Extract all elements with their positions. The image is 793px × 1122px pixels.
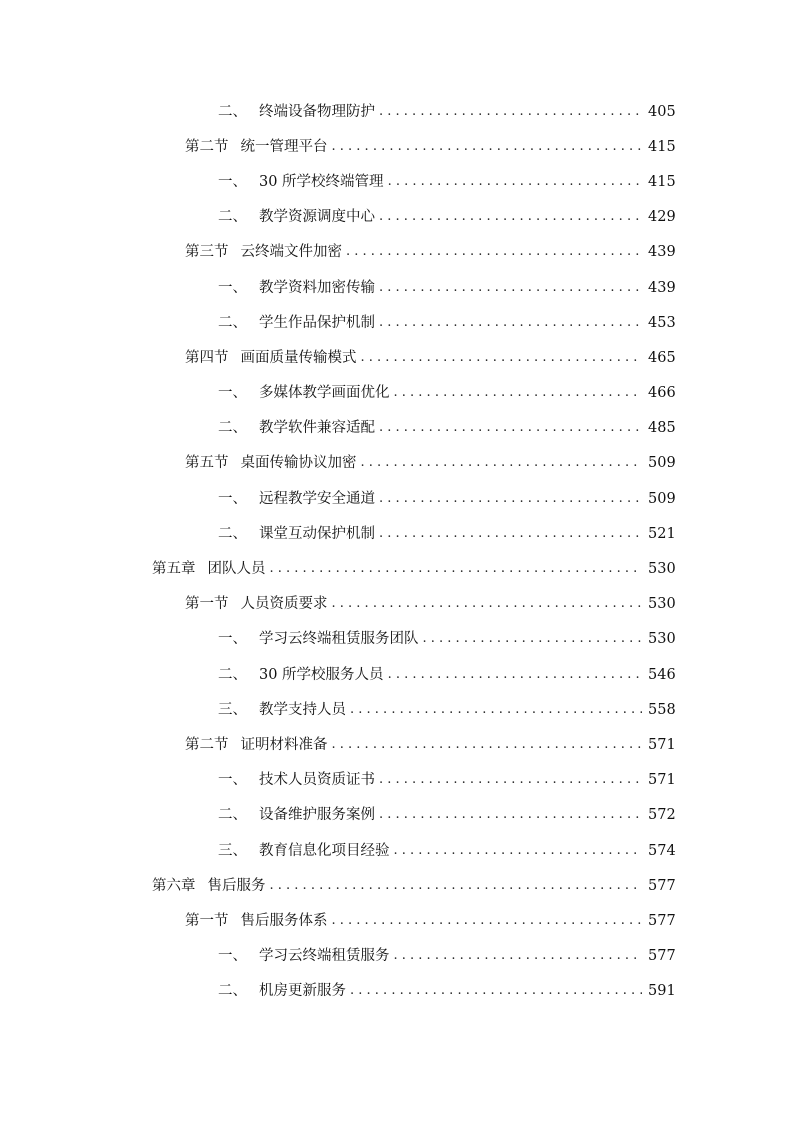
toc-entry-title: 画面质量传输模式 [240, 349, 357, 366]
toc-entry-title: 教学资料加密传输 [259, 279, 375, 296]
toc-entry-number: 二、 [218, 525, 247, 542]
toc-entry[interactable] [0, 622, 793, 657]
toc-entry-number: 第六章 [152, 877, 196, 894]
toc-entry-label [185, 736, 328, 754]
toc-entry-title: 人员资质要求 [240, 596, 328, 613]
toc-entry-number: 第一节 [185, 912, 229, 929]
toc-entry-number: 第一节 [185, 596, 229, 613]
toc-entry-number: 第五章 [152, 561, 196, 578]
dot-leader [379, 525, 642, 543]
toc-entry-title: 团队人员 [207, 561, 266, 578]
toc-entry[interactable] [0, 129, 793, 164]
toc-entry-label [218, 666, 384, 684]
toc-entry-number: 一、 [218, 631, 247, 648]
toc-entry[interactable] [0, 833, 793, 868]
toc-entry-label [152, 560, 266, 578]
toc-entry[interactable] [0, 939, 793, 974]
toc-entry-number: 二、 [218, 103, 247, 120]
toc-entry-title: 课堂互动保护机制 [259, 525, 375, 542]
toc-entry-label [218, 490, 375, 508]
toc-entry-title: 教学软件兼容适配 [259, 420, 375, 437]
toc-entry-page-number: 571 [648, 736, 676, 753]
toc-entry-label [185, 138, 328, 156]
toc-entry-page-number: 577 [648, 948, 676, 965]
toc-entry-title: 学习云终端租赁服务 [259, 948, 390, 965]
dot-leader [350, 701, 642, 719]
toc-entry-title: 终端设备物理防护 [259, 103, 375, 120]
toc-entry-number: 第五节 [185, 455, 229, 472]
toc-entry-label [218, 419, 375, 437]
dot-leader [270, 877, 643, 895]
toc-entry[interactable] [0, 164, 793, 199]
toc-entry[interactable] [0, 235, 793, 270]
toc-entry-label [218, 208, 375, 226]
dot-leader [388, 173, 642, 191]
toc-entry-label [218, 630, 419, 648]
toc-entry[interactable] [0, 798, 793, 833]
toc-entry-number: 第四节 [185, 349, 229, 366]
toc-entry-page-number: 530 [648, 561, 676, 578]
toc-entry[interactable] [0, 657, 793, 692]
toc-entry-number: 三、 [218, 701, 247, 718]
toc-entry-page-number: 572 [648, 807, 676, 824]
toc-entry-title: 教学支持人员 [259, 701, 346, 718]
toc-entry-title: 多媒体教学画面优化 [259, 385, 390, 402]
toc-entry-label [218, 842, 390, 860]
toc-entry[interactable] [0, 340, 793, 375]
toc-entry-label [218, 173, 384, 191]
toc-entry-title: 30 所学校服务人员 [259, 666, 384, 683]
toc-entry-number: 二、 [218, 666, 247, 683]
toc-entry-title: 远程教学安全通道 [259, 490, 375, 507]
toc-entry-page-number: 571 [648, 772, 676, 789]
toc-entry-title: 桌面传输协议加密 [240, 455, 357, 472]
toc-entry-number: 第二节 [185, 138, 229, 155]
toc-entry-label [218, 771, 375, 789]
toc-entry-page-number: 415 [648, 173, 676, 190]
dot-leader [332, 736, 643, 754]
toc-entry-title: 学生作品保护机制 [259, 314, 375, 331]
dot-leader [388, 666, 642, 684]
toc-entry-page-number: 453 [648, 314, 676, 331]
toc-entry[interactable] [0, 516, 793, 551]
dot-leader [361, 454, 643, 472]
toc-entry-page-number: 439 [648, 279, 676, 296]
toc-entry[interactable] [0, 692, 793, 727]
dot-leader [379, 279, 642, 297]
toc-entry-page-number: 577 [648, 912, 676, 929]
toc-entry-page-number: 415 [648, 138, 676, 155]
toc-entry[interactable] [0, 763, 793, 798]
dot-leader [394, 384, 643, 402]
dot-leader [346, 243, 642, 261]
toc-entry[interactable] [0, 376, 793, 411]
toc-entry-label [152, 877, 266, 895]
toc-entry[interactable] [0, 200, 793, 235]
toc-entry-label [218, 314, 375, 332]
toc-entry-label [218, 982, 346, 1000]
toc-entry-label [218, 384, 390, 402]
dot-leader [332, 595, 643, 613]
toc-entry-title: 机房更新服务 [259, 983, 346, 1000]
toc-entry-page-number: 485 [648, 420, 676, 437]
toc-entry-label [185, 349, 357, 367]
toc-entry-label [185, 454, 357, 472]
toc-entry[interactable] [0, 305, 793, 340]
dot-leader [361, 349, 643, 367]
toc-entry-title: 技术人员资质证书 [259, 772, 375, 789]
dot-leader [332, 912, 643, 930]
toc-entry-number: 一、 [218, 173, 247, 190]
toc-entry-label [185, 243, 342, 261]
toc-entry[interactable] [0, 270, 793, 305]
toc-entry[interactable] [0, 551, 793, 586]
dot-leader [332, 138, 643, 156]
dot-leader [350, 982, 642, 1000]
toc-entry-page-number: 509 [648, 490, 676, 507]
toc-entry-label [218, 103, 375, 121]
toc-entry[interactable] [0, 903, 793, 938]
toc-entry-number: 二、 [218, 983, 247, 1000]
toc-entry-page-number: 546 [648, 666, 676, 683]
dot-leader [379, 314, 642, 332]
dot-leader [379, 208, 642, 226]
dot-leader [379, 806, 642, 824]
toc-entry-title: 售后服务体系 [240, 912, 328, 929]
table-of-contents [0, 94, 793, 1009]
toc-entry-label [218, 701, 346, 719]
dot-leader [423, 630, 643, 648]
toc-entry-page-number: 577 [648, 877, 676, 894]
toc-entry-page-number: 405 [648, 103, 676, 120]
dot-leader [379, 771, 642, 789]
toc-entry-number: 二、 [218, 209, 247, 226]
toc-entry-number: 一、 [218, 279, 247, 296]
toc-entry-title: 设备维护服务案例 [259, 807, 375, 824]
toc-entry-label [185, 912, 328, 930]
toc-entry[interactable] [0, 411, 793, 446]
toc-entry[interactable] [0, 481, 793, 516]
toc-entry[interactable] [0, 868, 793, 903]
toc-entry-page-number: 591 [648, 983, 676, 1000]
toc-entry-label [185, 595, 328, 613]
toc-entry-number: 一、 [218, 385, 247, 402]
toc-entry-number: 三、 [218, 842, 247, 859]
toc-entry-number: 一、 [218, 772, 247, 789]
toc-entry-page-number: 466 [648, 385, 676, 402]
toc-entry-label [218, 525, 375, 543]
toc-entry-page-number: 530 [648, 631, 676, 648]
toc-entry-title: 统一管理平台 [240, 138, 328, 155]
toc-entry-number: 一、 [218, 948, 247, 965]
dot-leader [270, 560, 643, 578]
dot-leader [379, 419, 642, 437]
toc-entry[interactable] [0, 587, 793, 622]
toc-entry-label [218, 947, 390, 965]
toc-entry[interactable] [0, 446, 793, 481]
toc-entry-title: 学习云终端租赁服务团队 [259, 631, 419, 648]
toc-entry-page-number: 521 [648, 525, 676, 542]
toc-entry-page-number: 558 [648, 701, 676, 718]
toc-entry-number: 二、 [218, 807, 247, 824]
toc-entry-number: 一、 [218, 490, 247, 507]
toc-entry[interactable] [0, 974, 793, 1009]
dot-leader [394, 842, 643, 860]
toc-entry-page-number: 530 [648, 596, 676, 613]
toc-entry-title: 证明材料准备 [240, 736, 328, 753]
toc-entry[interactable] [0, 94, 793, 129]
toc-entry-title: 30 所学校终端管理 [259, 173, 384, 190]
dot-leader [379, 490, 642, 508]
toc-entry-page-number: 574 [648, 842, 676, 859]
toc-entry-page-number: 429 [648, 209, 676, 226]
toc-entry-title: 售后服务 [207, 877, 266, 894]
toc-entry-number: 第三节 [185, 244, 229, 261]
toc-entry-page-number: 465 [648, 349, 676, 366]
dot-leader [379, 103, 642, 121]
toc-entry-title: 云终端文件加密 [240, 244, 342, 261]
toc-entry-label [218, 806, 375, 824]
toc-entry-page-number: 439 [648, 244, 676, 261]
toc-entry-number: 二、 [218, 420, 247, 437]
toc-entry-number: 二、 [218, 314, 247, 331]
dot-leader [394, 947, 643, 965]
toc-entry-page-number: 509 [648, 455, 676, 472]
toc-entry-number: 第二节 [185, 736, 229, 753]
toc-entry-title: 教学资源调度中心 [259, 209, 375, 226]
toc-entry-label [218, 279, 375, 297]
toc-entry[interactable] [0, 727, 793, 762]
toc-entry-title: 教育信息化项目经验 [259, 842, 390, 859]
